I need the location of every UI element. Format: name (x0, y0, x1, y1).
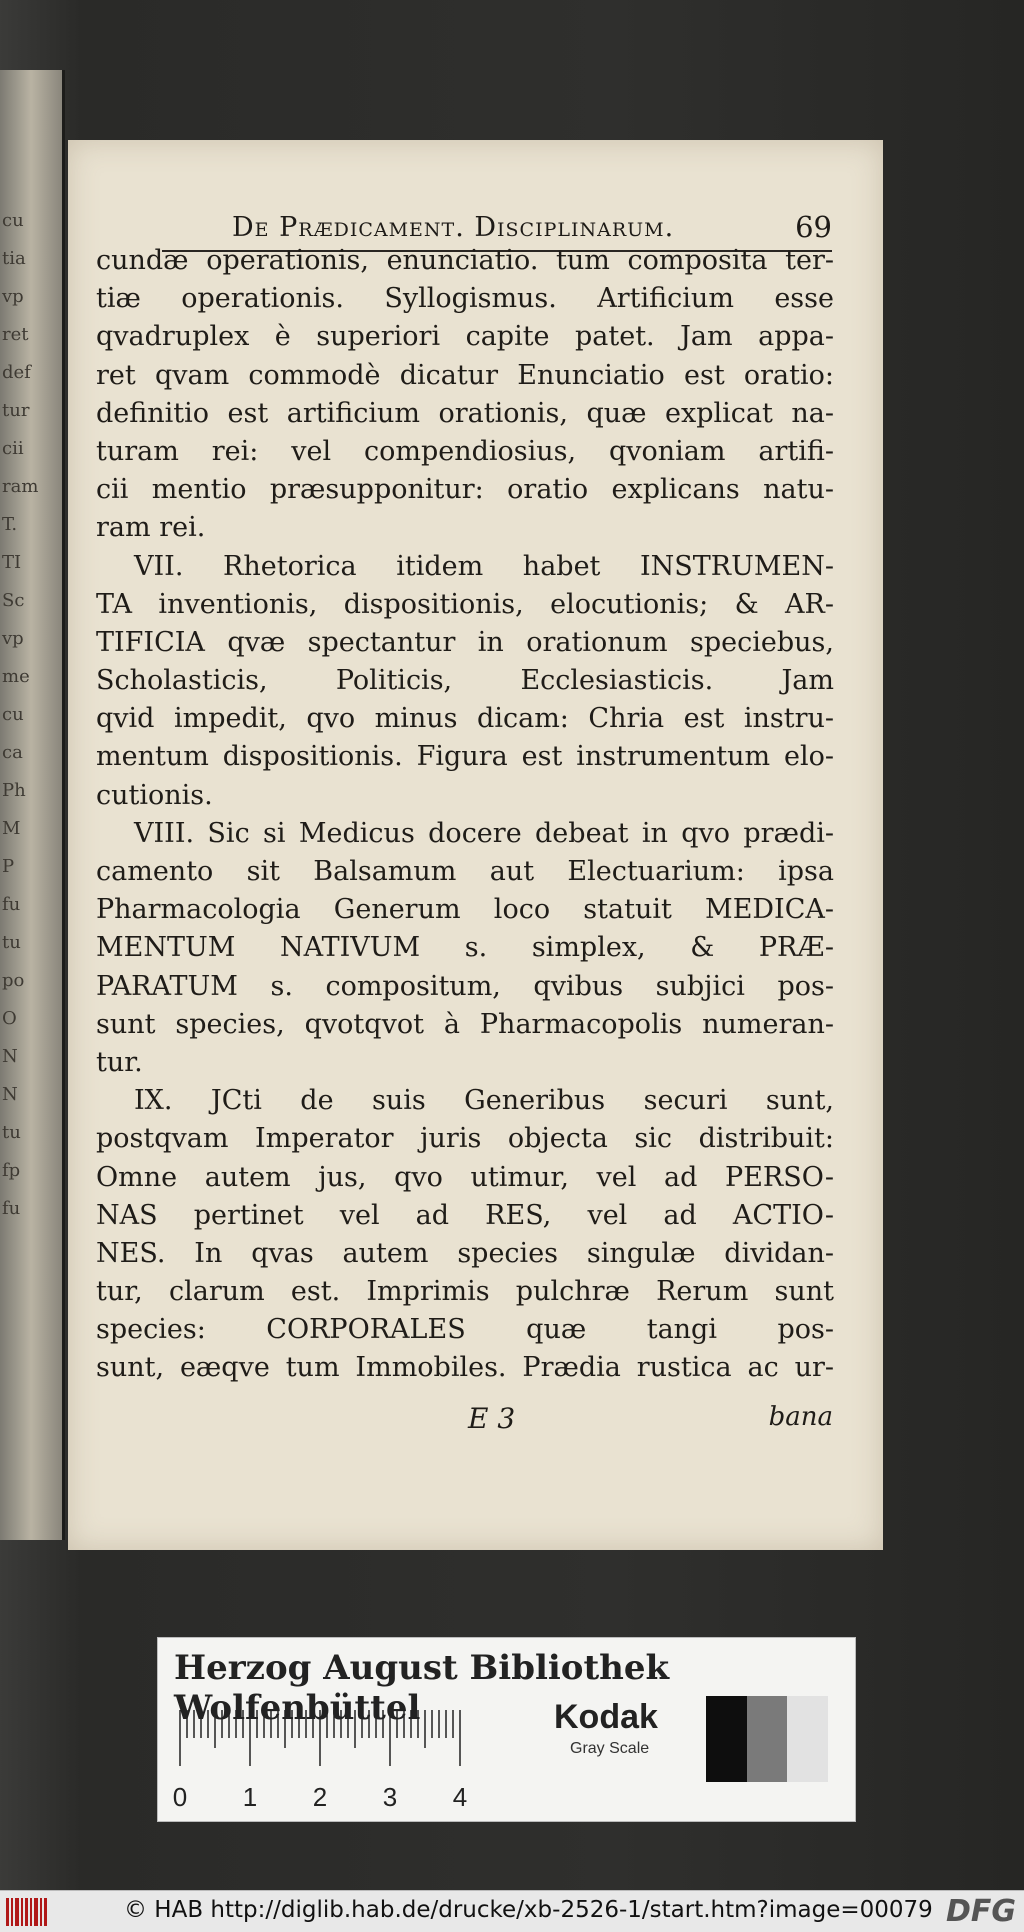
adjacent-page-fragment: Sc (2, 590, 25, 611)
gray-patch-black (706, 1696, 747, 1782)
gray-scale-label: Gray Scale (570, 1740, 650, 1757)
gray-patch-light (787, 1696, 828, 1782)
text-line: ram rei. (96, 512, 206, 544)
text-line: camento sit Balsamum aut Electuarium: ipsa (96, 856, 834, 887)
adjacent-page-fragment: ram (2, 476, 39, 497)
adjacent-page-fragment: TI (2, 552, 22, 573)
text-line: tur. (96, 1046, 143, 1078)
page-number: 69 (795, 210, 832, 244)
adjacent-page-fragment: M (2, 818, 21, 839)
gray-patch-mid (747, 1696, 788, 1782)
barcode-icon (6, 1898, 48, 1926)
ruler-number: 3 (382, 1782, 398, 1812)
dfg-logo: DFG (945, 1894, 1016, 1929)
ruler (172, 1702, 480, 1812)
adjacent-page-fragment: def (2, 362, 31, 383)
text-line: definitio est artificium orationis, quæ explicat na- (96, 397, 834, 429)
ruler-number: 2 (312, 1782, 328, 1812)
text-line: cii mentio præsupponitur: oratio explicans natu- (96, 474, 834, 506)
text-line: ret qvam commodè dicatur Enunciatio est oratio: (96, 359, 834, 391)
adjacent-page-fragment: tu (2, 932, 21, 953)
paragraph-start-line: VIII. Sic si Medicus docere debeat in qvo prædi- (134, 817, 834, 849)
adjacent-page-fragment: me (2, 666, 30, 687)
book-page (68, 140, 883, 1550)
adjacent-page-fragment: vp (2, 286, 24, 307)
adjacent-page-fragment: po (2, 970, 25, 991)
adjacent-page-fragment: O (2, 1008, 17, 1029)
body-text (96, 242, 834, 1388)
adjacent-page-fragment: tur (2, 400, 30, 421)
paragraph-start-line: VII. Rhetorica itidem habet INSTRUMEN- (134, 550, 834, 582)
text-line: PARATUM s. compositum, qvibus subjici pos- (96, 970, 834, 1002)
text-line: mentum dispositionis. Figura est instrumentum elo- (96, 741, 834, 773)
adjacent-page-fragment: N (2, 1084, 18, 1105)
adjacent-page-fragment: cu (2, 704, 24, 725)
ruler-number: 1 (242, 1782, 258, 1812)
text-line: cundæ operationis, enunciatio. tum composita ter- (96, 245, 834, 276)
text-line: sunt, eæqve tum Immobiles. Prædia rustica ac ur- (96, 1352, 834, 1384)
text-line: cutionis. (96, 779, 213, 811)
text-line: turam rei: vel compendiosius, qvoniam artifi- (96, 435, 834, 467)
adjacent-page-fragment: fu (2, 894, 21, 915)
text-line: NAS pertinet vel ad RES, vel ad ACTIO- (96, 1199, 834, 1231)
page-header-title: De Prædicament. Disciplinarum. (232, 212, 675, 243)
text-line: MENTUM NATIVUM s. simplex, & PRÆ- (96, 932, 834, 964)
ruler-number: 4 (452, 1782, 468, 1812)
adjacent-page-fragment: fp (2, 1160, 21, 1181)
adjacent-page-fragment: fu (2, 1198, 21, 1219)
adjacent-page-fragment: ret (2, 324, 29, 345)
adjacent-page-fragment: tia (2, 248, 26, 269)
paragraph-start-line: IX. JCti de suis Generibus securi sunt, (134, 1085, 834, 1117)
gray-scale-patches (706, 1696, 828, 1782)
text-line: tur, clarum est. Imprimis pulchræ Rerum sunt (96, 1276, 834, 1308)
adjacent-page-fragment: N (2, 1046, 18, 1067)
text-line: tiæ operationis. Syllogismus. Artificium esse (96, 283, 834, 315)
adjacent-page-fragment: P (2, 856, 15, 877)
text-line: TA inventionis, dispositionis, elocutionis; & AR- (96, 588, 834, 620)
catchword: bana (768, 1402, 833, 1432)
text-line: postqvam Imperator juris objecta sic distribuit: (96, 1123, 834, 1155)
adjacent-page-fragment: cu (2, 210, 24, 231)
adjacent-page-fragment: tu (2, 1122, 21, 1143)
adjacent-page-fragment: cii (2, 438, 24, 459)
ruler-number: 0 (172, 1782, 188, 1812)
color-target-card (157, 1637, 856, 1822)
adjacent-page-fragment: vp (2, 628, 24, 649)
kodak-logo: Kodak (554, 1698, 658, 1736)
signature-mark: E 3 (468, 1402, 516, 1435)
adjacent-page-fragment: ca (2, 742, 23, 763)
text-line: species: CORPORALES quæ tangi pos- (96, 1314, 834, 1346)
viewer-footer (0, 1890, 1024, 1932)
text-line: NES. In qvas autem species singulæ dividan- (96, 1237, 834, 1269)
text-line: Scholasticis, Politicis, Ecclesiasticis. Jam (96, 665, 834, 697)
text-line: Pharmacologia Generum loco statuit MEDICA- (96, 894, 834, 926)
text-line: Omne autem jus, qvo utimur, vel ad PERSO- (96, 1161, 834, 1193)
adjacent-page-edge (0, 70, 65, 1540)
text-line: TIFICIA qvæ spectantur in orationum speciebus, (96, 626, 834, 658)
copyright-link[interactable]: © HAB http://diglib.hab.de/drucke/xb-2526-1/start.htm?image=00079 (124, 1897, 933, 1923)
text-line: qvid impedit, qvo minus dicam: Chria est instru- (96, 703, 834, 735)
adjacent-page-fragment: T. (2, 514, 18, 535)
library-name: Herzog August Bibliothek Wolfenbüttel (174, 1648, 670, 1728)
text-line: sunt species, qvotqvot à Pharmacopolis numeran- (96, 1008, 834, 1040)
adjacent-page-fragment: Ph (2, 780, 26, 801)
text-line: qvadruplex è superiori capite patet. Jam appa- (96, 321, 834, 353)
